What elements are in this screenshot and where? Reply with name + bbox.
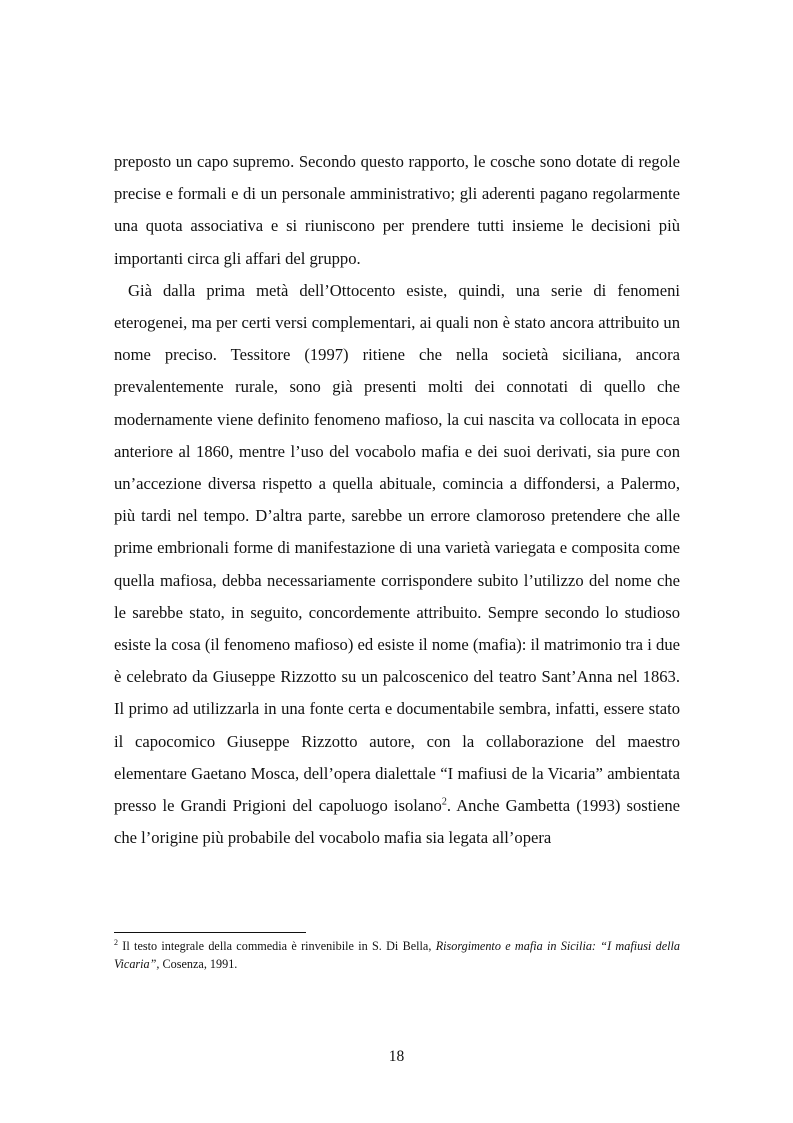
footnote-title: Risorgimento e mafia in Sicilia: “I mafiusi della Vicaria”, [114, 939, 680, 971]
footnote-number: 2 [114, 937, 118, 947]
paragraph-2-tail: . Anche Gambetta (1993) sostiene che l’origine più probabile del vocabolo mafia sia legata all’opera [114, 796, 680, 848]
body-text [114, 146, 680, 854]
footnote-separator [114, 932, 306, 933]
paragraph-1: preposto un capo supremo. Secondo questo rapporto, le cosche sono dotate di regole precise e formali e di un personale amministrativo; gli aderenti pagano regolarmente una quota associativa e si riuniscono per prendere tutti insieme le decisioni più importanti circa gli affari del gruppo. [114, 152, 680, 268]
footnote-text-before: Il testo integrale della commedia è rinvenibile in S. Di Bella, [118, 939, 436, 953]
paragraph-2-main: Già dalla prima metà dell’Ottocento esiste, quindi, una serie di fenomeni eterogenei, ma per certi versi complementari, ai quali non è stato ancora attribuito un nome preciso. Tessitore (1997) ritiene che nella società siciliana, ancora prevalentemente rurale, sono già presenti molti dei connotati di quello che modernamente viene definito fenomeno mafioso, la cui nascita va collocata in epoca anteriore al 1860, mentre l’uso del vocabolo mafia e dei suoi derivati, sia pure con un’accezione diversa rispetto a quella abituale, comincia a diffondersi, a Palermo, più tardi nel tempo. D’altra parte, sarebbe un errore clamoroso pretendere che alle prime embrionali forme di manifestazione di una varietà variegata e composita come quella mafiosa, debba necessariamente corrispondere subito l’utilizzo del nome che le sarebbe stato, in seguito, concordemente attribuito. Sempre secondo lo studioso esiste la cosa (il fenomeno mafioso) ed esiste il nome (mafia): il matrimonio tra i due è celebrato da Giuseppe Rizzotto su un palcoscenico del teatro Sant’Anna nel 1863. Il primo ad utilizzarla in una fonte certa e documentabile sembra, infatti, essere stato il capocomico Giuseppe Rizzotto autore, con la collaborazione del maestro elementare Gaetano Mosca, dell’opera dialettale “I mafiusi de la Vicaria” ambientata presso le Grandi Prigioni del capoluogo isolano [114, 280, 680, 816]
footnote-2 [114, 937, 680, 973]
page-number: 18 [388, 1048, 405, 1065]
footnote-text-after: Cosenza, 1991. [159, 957, 238, 971]
footnote-reference[interactable]: 2 [441, 796, 447, 808]
paragraph-2 [114, 275, 680, 855]
